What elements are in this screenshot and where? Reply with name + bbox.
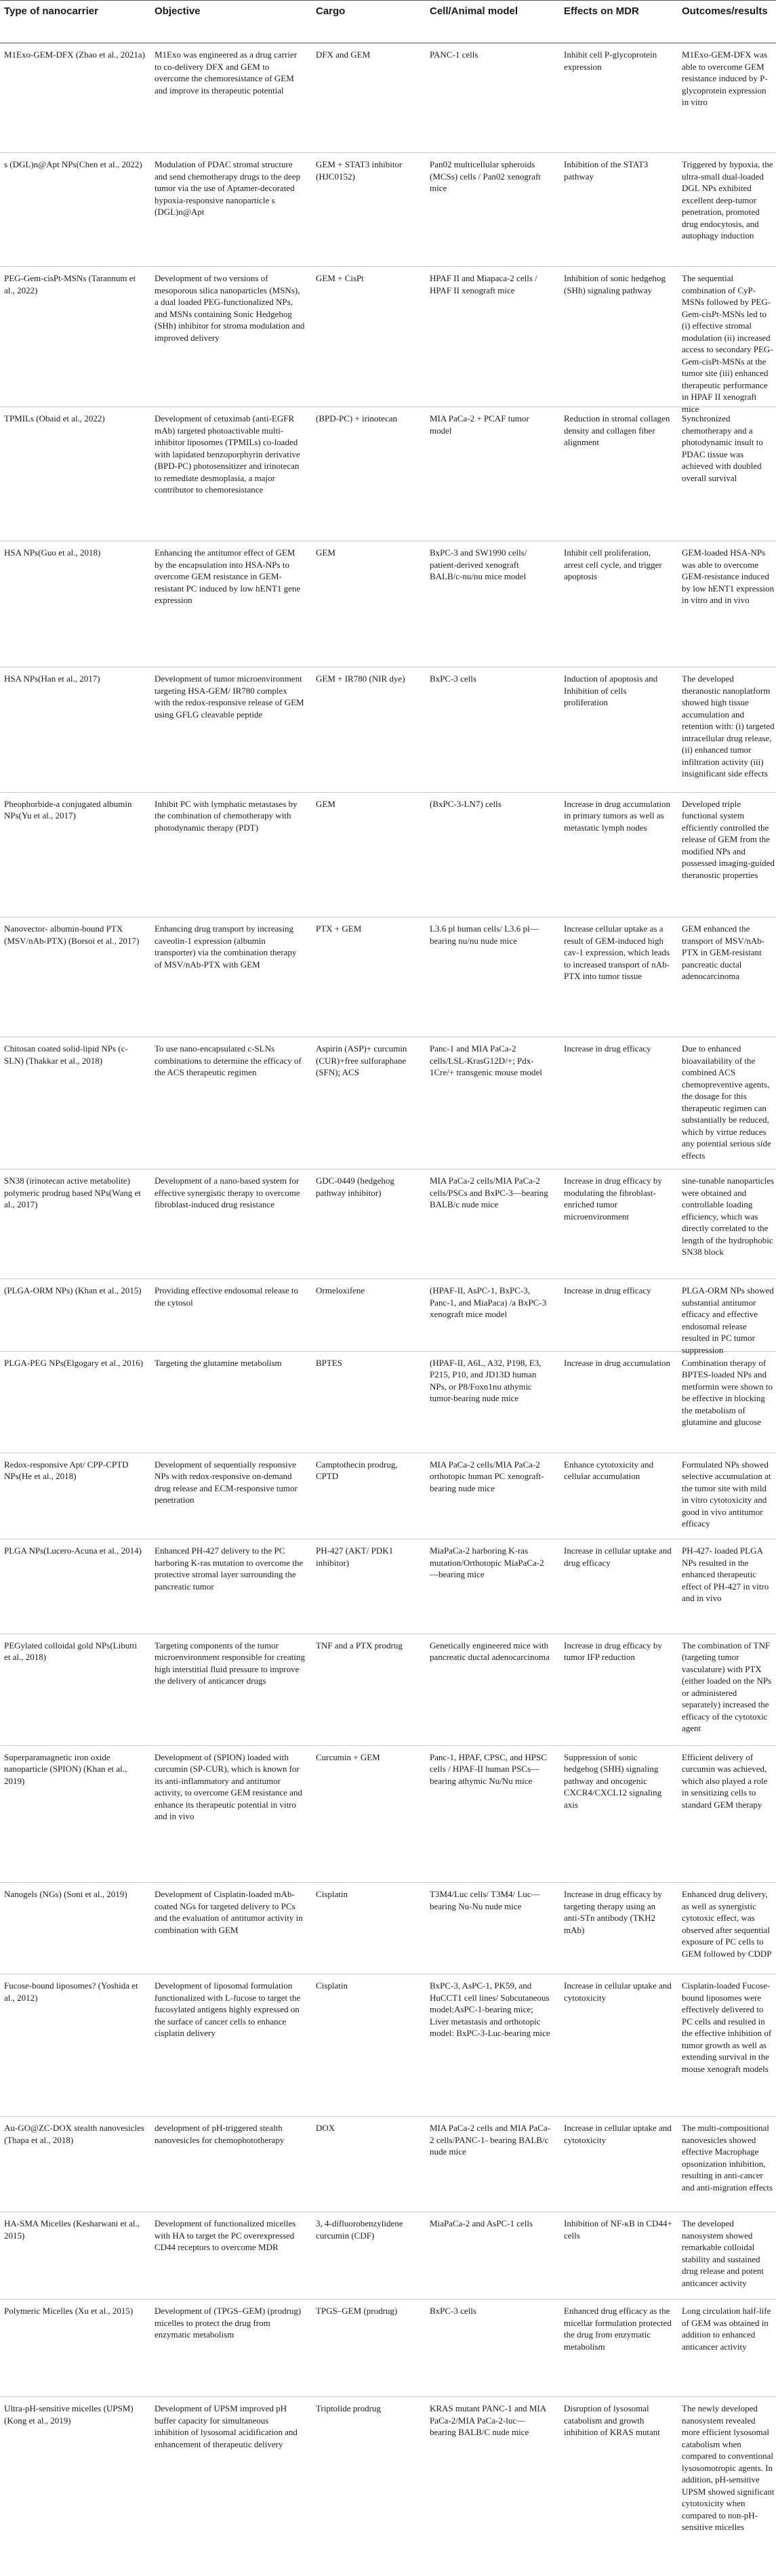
cell-effects: Enhance cytotoxicity and cellular accumulation [564, 1459, 654, 1481]
cell-cargo: Camptothecin prodrug, CPTD [316, 1459, 398, 1481]
cell-model: MIA PaCa-2 cells/MIA PaCa-2 orthotopic human PC xenograft-bearing nude mice [430, 1459, 544, 1493]
cell-cargo: TPGS–GEM (prodrug) [316, 2306, 398, 2316]
cell-objective: Development of Cisplatin-loaded mAb-coated NGs for targeted delivery to PCs and the evaluation of antitumor activity in combination with GEM [155, 1889, 303, 1935]
cell-nanocarrier: TPMILs (Obaid et al., 2022) [4, 413, 105, 423]
cell-objective: Development of two versions of mesoporous silica nanoparticles (MSNs), a dual loaded PEG-functionalized NPs, and MSNs containing Sonic Hedgehog (SHh) inhibitor for stroma modulation and improved delivery [155, 273, 305, 343]
cell-effects: Inhibition of NF-κB in CD44+ cells [564, 2218, 672, 2241]
table-row [0, 1634, 776, 1746]
cell-model: Pan02 multicellular spheroids (MCSs) cells / Pan02 xenograft mice [430, 159, 541, 193]
cell-model: MIA PaCa-2 cells and MIA PaCa-2 cells/PANC-1- bearing BALB/c nude mice [430, 2123, 551, 2157]
cell-nanocarrier: M1Exo-GEM-DFX (Zhao et al., 2021a) [4, 49, 145, 60]
cell-effects: Inhibition of the STAT3 pathway [564, 159, 649, 182]
header-outcomes-results: Outcomes/results [682, 5, 768, 17]
table-row [0, 1539, 776, 1634]
cell-nanocarrier: HSA NPs(Guo et al., 2018) [4, 547, 101, 558]
cell-outcome: The newly developed nanosystem revealed more efficient lysosomal catabolism when compared to conventional lysosomotropic agents. In addition, pH-sensitive UPSM showed significant cytotoxicity when compared to non-pH-sensitive micelles [682, 2403, 775, 2532]
cell-model: PANC-1 cells [430, 49, 478, 60]
cell-objective: Modulation of PDAC stromal structure and send chemotherapy drugs to the deep tumor via the use of Aptamer-decorated hypoxia-responsive nanoparticle s (DGL)n@Apt [155, 159, 301, 217]
cell-model: (BxPC-3-LN7) cells [430, 798, 502, 809]
cell-outcome: Synchronized chemotherapy and a photodynamic insult to PDAC tissue was achieved with doubled overall survival [682, 413, 763, 483]
cell-nanocarrier: SN38 (irinotecan active metabolite) polymeric prodrug based NPs(Wang et al., 2017) [4, 1176, 141, 1209]
cell-objective: Development of sequentially responsive NPs with redox-responsive on-demand drug release and ECM-responsive tumor penetration [155, 1459, 298, 1505]
table-header [0, 0, 776, 43]
cell-effects: Increase in cellular uptake and drug efficacy [564, 1545, 672, 1568]
cell-nanocarrier: Pheophorbide-a conjugated albumin NPs(Yu et al., 2017) [4, 798, 132, 820]
cell-outcome: Long circulation half-life of GEM was obtained in addition to enhanced anticancer activity [682, 2306, 771, 2352]
cell-model: Genetically engineered mice with pancreatic ductal adenocarcinoma [430, 1640, 550, 1662]
cell-model: HPAF II and Miapaca-2 cells / HPAF II xenograft mice [430, 273, 537, 295]
table-row [0, 1169, 776, 1279]
cell-model: BxPC-3 cells [430, 673, 476, 684]
table-row [0, 1037, 776, 1169]
cell-effects: Increase in drug accumulation in primary tumors as well as metastatic lymph nodes [564, 798, 671, 833]
table-row [0, 2117, 776, 2212]
table-row [0, 793, 776, 918]
cell-effects: Increase in drug accumulation [564, 1357, 671, 1368]
cell-nanocarrier: Chitosan coated solid-lipid NPs (c-SLN) (Thakkar et al., 2018) [4, 1043, 128, 1066]
cell-effects: Inhibition of sonic hedgehog (SHh) signaling pathway [564, 273, 666, 295]
cell-outcome: Enhanced drug delivery, as well as synergistic cytotoxic effect, was observed after sequential exposure of PC cells to GEM followed by CDDP [682, 1889, 772, 1959]
cell-objective: Development of cetuximab (anti-EGFR mAb) targeted photoactivable multi-inhibitor liposomes (TPMILs) co-loaded with lapidated benzoporphyrin derivative (BPD-PC) photosensitizer and irinotecan to remediate desmoplasia, a major contributor to chemoresistance [155, 413, 300, 495]
cell-nanocarrier: HSA NPs(Han et al., 2017) [4, 673, 100, 684]
cell-nanocarrier: Fucose-bound liposomes? (Yoshida et al., 2012) [4, 1980, 138, 2003]
cell-model: KRAS mutant PANC-1 and MIA PaCa-2/MIA PaCa-2-luc—bearing BALB/C nude mice [430, 2403, 546, 2437]
cell-objective: Development of (SPION) loaded with curcumin (SP-CUR), which is known for its anti-inflammatory and antitumor activity, to overcome GEM resistance and enhance its therapeutic potential in vitro and in vivo [155, 1751, 302, 1821]
cell-model: L3.6 pl human cells/ L3.6 pl—bearing nu/nu nude mice [430, 923, 539, 946]
cell-objective: Development of tumor microenvironment targeting HSA-GEM/ IR780 complex with the redox-responsive release of GEM using GFLG cleavable peptide [155, 673, 304, 720]
cell-effects: Increase in drug efficacy by targeting therapy using an anti-STn antibody (TKH2 mAb) [564, 1889, 662, 1935]
cell-cargo: GEM [316, 547, 335, 558]
cell-effects: Reduction in stromal collagen density and collagen fiber alignment [564, 413, 670, 447]
cell-nanocarrier: Nanovector- albumin-bound PTX (MSV/nAb-PTX) (Borsoi et al., 2017) [4, 923, 140, 946]
cell-effects: Enhanced drug efficacy as the micellar formulation protected the drug from enzymatic metabolism [564, 2306, 672, 2352]
cell-cargo: Cisplatin [316, 1889, 348, 1899]
cell-model: MiaPaCa-2 harboring K-ras mutation/Orthotopic MiaPaCa-2—bearing mice [430, 1545, 544, 1579]
cell-cargo: Ormeloxifene [316, 1285, 365, 1295]
cell-outcome: Combination therapy of BPTES-loaded NPs and metformin were shown to be effective in blocking the metabolism of glutamine and glucose [682, 1357, 773, 1427]
cell-effects: Increase in cellular uptake and cytotoxicity [564, 1980, 672, 2003]
cell-cargo: Triptolide prodrug [316, 2403, 381, 2413]
cell-nanocarrier: PLGA NPs(Lucero-Acuna et al., 2014) [4, 1545, 142, 1556]
cell-cargo: GEM + IR780 (NIR dye) [316, 673, 405, 684]
cell-cargo: GDC-0449 (hedgehog pathway inhibitor) [316, 1176, 394, 1198]
table-row [0, 43, 776, 153]
cell-outcome: The sequential combination of CyP-MSNs followed by PEG-Gem-cisPt-MSNs led to (i) effective stromal modulation (ii) increased access to secondary PEG-Gem-cisPt-MSNs at the tumor site (iii) enhanced therapeutic performance in HPAF II xenograft mice [682, 273, 773, 414]
table-row [0, 1746, 776, 1884]
cell-effects: Increase in drug efficacy by tumor IFP reduction [564, 1640, 662, 1662]
table-row [0, 2300, 776, 2397]
cell-model: T3M4/Luc cells/ T3M4/ Luc—bearing Nu-Nu nude mice [430, 1889, 540, 1911]
cell-model: MIA PaCa-2 cells/MIA PaCa-2 cells/PSCs and BxPC-3—bearing BALB/c nude mice [430, 1176, 548, 1209]
cell-outcome: M1Exo-GEM-DFX was able to overcome GEM resistance induced by P-glycoprotein expression in vitro [682, 49, 768, 107]
cell-cargo: GEM + CisPt [316, 273, 364, 283]
cell-objective: Providing effective endosomal release to the cytosol [155, 1285, 299, 1308]
cell-objective: Development of a nano-based system for effective synergistic therapy to overcome fibroblast-induced drug resistance [155, 1176, 300, 1209]
cell-model: Panc-1, HPAF, CPSC, and HPSC cells / HPAF-II human PSCs—bearing athymic Nu/Nu mice [430, 1751, 547, 1786]
cell-outcome: The combination of TNF (targeting tumor vasculature) with PTX (either loaded on the NPs or administered separately) increased the efficacy of the cytotoxic agent [682, 1640, 772, 1733]
cell-outcome: Cisplatin-loaded Fucose-bound liposomes were effectively delivered to PC cells and resulted in the effective inhibition of tumor growth as well as extending survival in the mouse xenograft models [682, 1980, 772, 2074]
cell-effects: Increase in cellular uptake and cytotoxicity [564, 2123, 672, 2145]
cell-cargo: Cisplatin [316, 1980, 348, 1991]
table-row [0, 1883, 776, 1974]
cell-objective: Inhibit PC with lymphatic metastases by the combination of chemotherapy with photodynamic therapy (PDT) [155, 798, 298, 833]
cell-nanocarrier: PEG-Gem-cisPt-MSNs (Tarannum et al., 2022) [4, 273, 136, 295]
cell-model: MiaPaCa-2 and AsPC-1 cells [430, 2218, 533, 2228]
cell-outcome: Efficient delivery of curcumin was achieved, which also played a role in sensitizing cells to standard GEM therapy [682, 1751, 768, 1810]
cell-model: BxPC-3 and SW1990 cells/ patient-derived xenograft BALB/c-nu/nu mice model [430, 547, 527, 581]
cell-nanocarrier: HA-SMA Micelles (Kesharwani et al., 2015) [4, 2218, 140, 2241]
cell-nanocarrier: (PLGA-ORM NPs) (Khan et al., 2015) [4, 1285, 142, 1295]
cell-objective: To use nano-encapsulated c-SLNs combinations to determine the efficacy of the ACS therapeutic regimen [155, 1043, 302, 1077]
cell-outcome: GEM-loaded HSA-NPs was able to overcome GEM-resistance induced by low hENT1 expression in vitro and in vivo [682, 547, 775, 605]
cell-effects: Increase cellular uptake as a result of GEM-induced high cav-1 expression, which leads to increased transport of nAb-PTX into tumor tissue [564, 923, 670, 981]
cell-nanocarrier: Polymeric Micelles (Xu et al., 2015) [4, 2306, 134, 2316]
cell-cargo: GEM [316, 798, 335, 809]
cell-model: Panc-1 and MIA PaCa-2 cells/LSL-KrasG12D/+; Pdx-1Cre/+ transgenic mouse model [430, 1043, 542, 1077]
cell-objective: development of pH-triggered stealth nanovesicles for chemophototherapy [155, 2123, 285, 2145]
cell-model: BxPC-3, AsPC-1, PK59, and HuCCT1 cell lines/ Subcutaneous model:AsPC-1-bearing mice; Liver metastasis and orthotopic model: BxPC-3-Luc-bearing mice [430, 1980, 550, 2038]
table-row [0, 153, 776, 267]
cell-cargo: TNF and a PTX prodrug [316, 1640, 403, 1650]
cell-nanocarrier: PLGA-PEG NPs(Elgogary et al., 2016) [4, 1357, 144, 1368]
cell-effects: Increase in drug efficacy by modulating the fibroblast-enriched tumor microenvironment [564, 1176, 662, 1222]
table-row [0, 1974, 776, 2117]
cell-model: (HPAF-II, AsPC-1, BxPC-3, Panc-1, and MiaPaca) /a BxPC-3 xenograft mice model [430, 1285, 547, 1319]
table-row [0, 2212, 776, 2300]
header-cell-animal-model: Cell/Animal model [430, 5, 518, 17]
header-type-of-nanocarrier: Type of nanocarrier [4, 5, 98, 17]
cell-outcome: The developed nanosystem showed remarkable colloidal stability and sustained drug release and potent anticancer activity [682, 2218, 764, 2288]
cell-outcome: Triggered by hypoxia, the ultra-small dual-loaded DGL NPs exhibited excellent deep-tumor penetration, promoted drug endocytosis, and autophagy induction [682, 159, 773, 241]
cell-objective: M1Exo was engineered as a drug carrier to co-delivery DFX and GEM to overcome the chemoresistance of GEM and improve its therapeutic potential [155, 49, 298, 96]
table-row [0, 407, 776, 541]
cell-outcome: PLGA-ORM NPs showed substantial antitumor efficacy and effective endosomal release resulted in PC tumor suppression [682, 1285, 774, 1355]
cell-objective: Enhanced PH-427 delivery to the PC harboring K-ras mutation to overcome the protective stromal layer surrounding the pancreatic tumor [155, 1545, 304, 1592]
cell-effects: Suppression of sonic hedgehog (SHH) signaling pathway and oncogenic CXCR4/CXCL12 signaling axis [564, 1751, 662, 1810]
cell-outcome: The multi-compositional nanovesicles showed effective Macrophage opsonization inhibition, resulting in anti-cancer and anti-migration effects [682, 2123, 773, 2193]
cell-outcome: sine-tunable nanoparticles were obtained and controllable loading efficiency, which was directly correlated to the length of the hydrophobic SN38 block [682, 1176, 775, 1257]
cell-nanocarrier: Nanogels (NGs) (Soni et al., 2019) [4, 1889, 127, 1899]
table-row [0, 667, 776, 793]
cell-cargo: BPTES [316, 1357, 343, 1368]
cell-objective: Targeting the glutamine metabolism [155, 1357, 282, 1368]
cell-nanocarrier: Redox-responsive Apt/ CPP-CPTD NPs(He et al., 2018) [4, 1459, 129, 1481]
cell-objective: Enhancing drug transport by increasing caveolin-1 expression (albumin transporter) via the combination therapy of MSV/nAb-PTX with GEM [155, 923, 297, 970]
cell-model: BxPC-3 cells [430, 2306, 476, 2316]
table-row [0, 917, 776, 1037]
cell-model: (HPAF-II, A6L, A32, P198, E3, P215, P10, and JD13D human NPs, or P8/Foxn1nu athymic tumor-bearing nude mice [430, 1357, 542, 1403]
cell-outcome: Developed triple functional system efficiently controlled the release of GEM from the modified NPs and possessed imaging-guided theranostic properties [682, 798, 775, 880]
cell-cargo: DFX and GEM [316, 49, 371, 60]
cell-cargo: 3, 4-difluorobenzylidene curcumin (CDF) [316, 2218, 403, 2241]
cell-objective: Development of functionalized micelles with HA to target the PC overexpressed CD44 receptors to overcome MDR [155, 2218, 296, 2252]
cell-effects: Inhibit cell P-glycoprotein expression [564, 49, 657, 72]
cell-objective: Development of (TPGS–GEM) (prodrug) micelles to protect the drug from enzymatic metabolism [155, 2306, 302, 2340]
table-row [0, 1279, 776, 1355]
table-row [0, 541, 776, 667]
cell-effects: Increase in drug efficacy [564, 1043, 651, 1054]
cell-objective: Enhancing the antitumor effect of GEM by the encapsulation into HSA-NPs to overcome GEM resistance in GEM-resistant PC induced by low hENT1 gene expression [155, 547, 301, 605]
cell-cargo: PH-427 (AKT/ PDK1 inhibitor) [316, 1545, 394, 1568]
cell-objective: Development of liposomal formulation functionalized with L-fucose to target the fucosylated antigens highly expressed on the surface of cancer cells to enhance cisplatin delivery [155, 1980, 301, 2038]
cell-outcome: The developed theranostic nanoplatform showed high tissue accumulation and retention with: (i) targeted intracellular drug release, (ii) enhanced tumor infiltration activity (iii) insignificant side effects [682, 673, 775, 778]
cell-outcome: Formulated NPs showed selective accumulation at the tumor site with mild in vitro cytotoxicity and good in vivo antitumor efficacy [682, 1459, 771, 1529]
cell-model: MIA PaCa-2 + PCAF tumor model [430, 413, 529, 436]
cell-effects: Disruption of lysosomal catabolism and growth inhibition of KRAS mutant [564, 2403, 660, 2437]
cell-nanocarrier: Ultra-pH-sensitive micelles (UPSM) (Kong et al., 2019) [4, 2403, 134, 2426]
cell-cargo: Aspirin (ASP)+ curcumin (CUR)+free sulforaphane (SFN); ACS [316, 1043, 407, 1077]
header-effects-on-mdr: Effects on MDR [564, 5, 639, 17]
cell-effects: Increase in drug efficacy [564, 1285, 651, 1295]
cell-effects: Inhibit cell proliferation, arrest cell cycle, and trigger apoptosis [564, 547, 662, 581]
cell-objective: Targeting components of the tumor microenvironment responsible for creating high interstitial fluid pressure to improve the delivery of anticancer drugs [155, 1640, 306, 1686]
cell-nanocarrier: s (DGL)n@Apt NPs(Chen et al., 2022) [4, 159, 142, 169]
cell-nanocarrier: Superparamagnetic iron oxide nanoparticle (SPION) (Khan et al., 2019) [4, 1751, 127, 1786]
table-row [0, 1352, 776, 1453]
cell-objective: Development of UPSM improved pH buffer capacity for simultaneous inhibition of lysosomal acidification and enhancement of therapeutic delivery [155, 2403, 298, 2449]
header-objective: Objective [155, 5, 201, 17]
cell-outcome: Due to enhanced bioavailability of the combined ACS chemopreventive agents, the dosage for this therapeutic regimen can substantially be reduced, which by virtue reduces any potential serious side effects [682, 1043, 771, 1161]
cell-cargo: DOX [316, 2123, 335, 2133]
table-row [0, 1453, 776, 1540]
table-row [0, 267, 776, 414]
cell-nanocarrier: Au-GO@ZC-DOX stealth nanovesicles (Thapa et al., 2018) [4, 2123, 144, 2145]
cell-cargo: GEM + STAT3 inhibitor (HJC0152) [316, 159, 403, 182]
table-row [0, 2397, 776, 2576]
cell-effects: Induction of apoptosis and Inhibition of cells proliferation [564, 673, 658, 707]
cell-cargo: (BPD-PC) + irinotecan [316, 413, 397, 423]
cell-cargo: Curcumin + GEM [316, 1751, 380, 1762]
cell-outcome: PH-427- loaded PLGA NPs resulted in the enhanced therapeutic effect of PH-427 in vitro and in vivo [682, 1545, 769, 1603]
cell-nanocarrier: PEGylated colloidal gold NPs(Libutti et al., 2018) [4, 1640, 138, 1662]
header-cargo: Cargo [316, 5, 346, 17]
cell-outcome: GEM enhanced the transport of MSV/nAb-PTX in GEM-resistant pancreatic ductal adenocarcinoma [682, 923, 765, 981]
cell-cargo: PTX + GEM [316, 923, 362, 934]
